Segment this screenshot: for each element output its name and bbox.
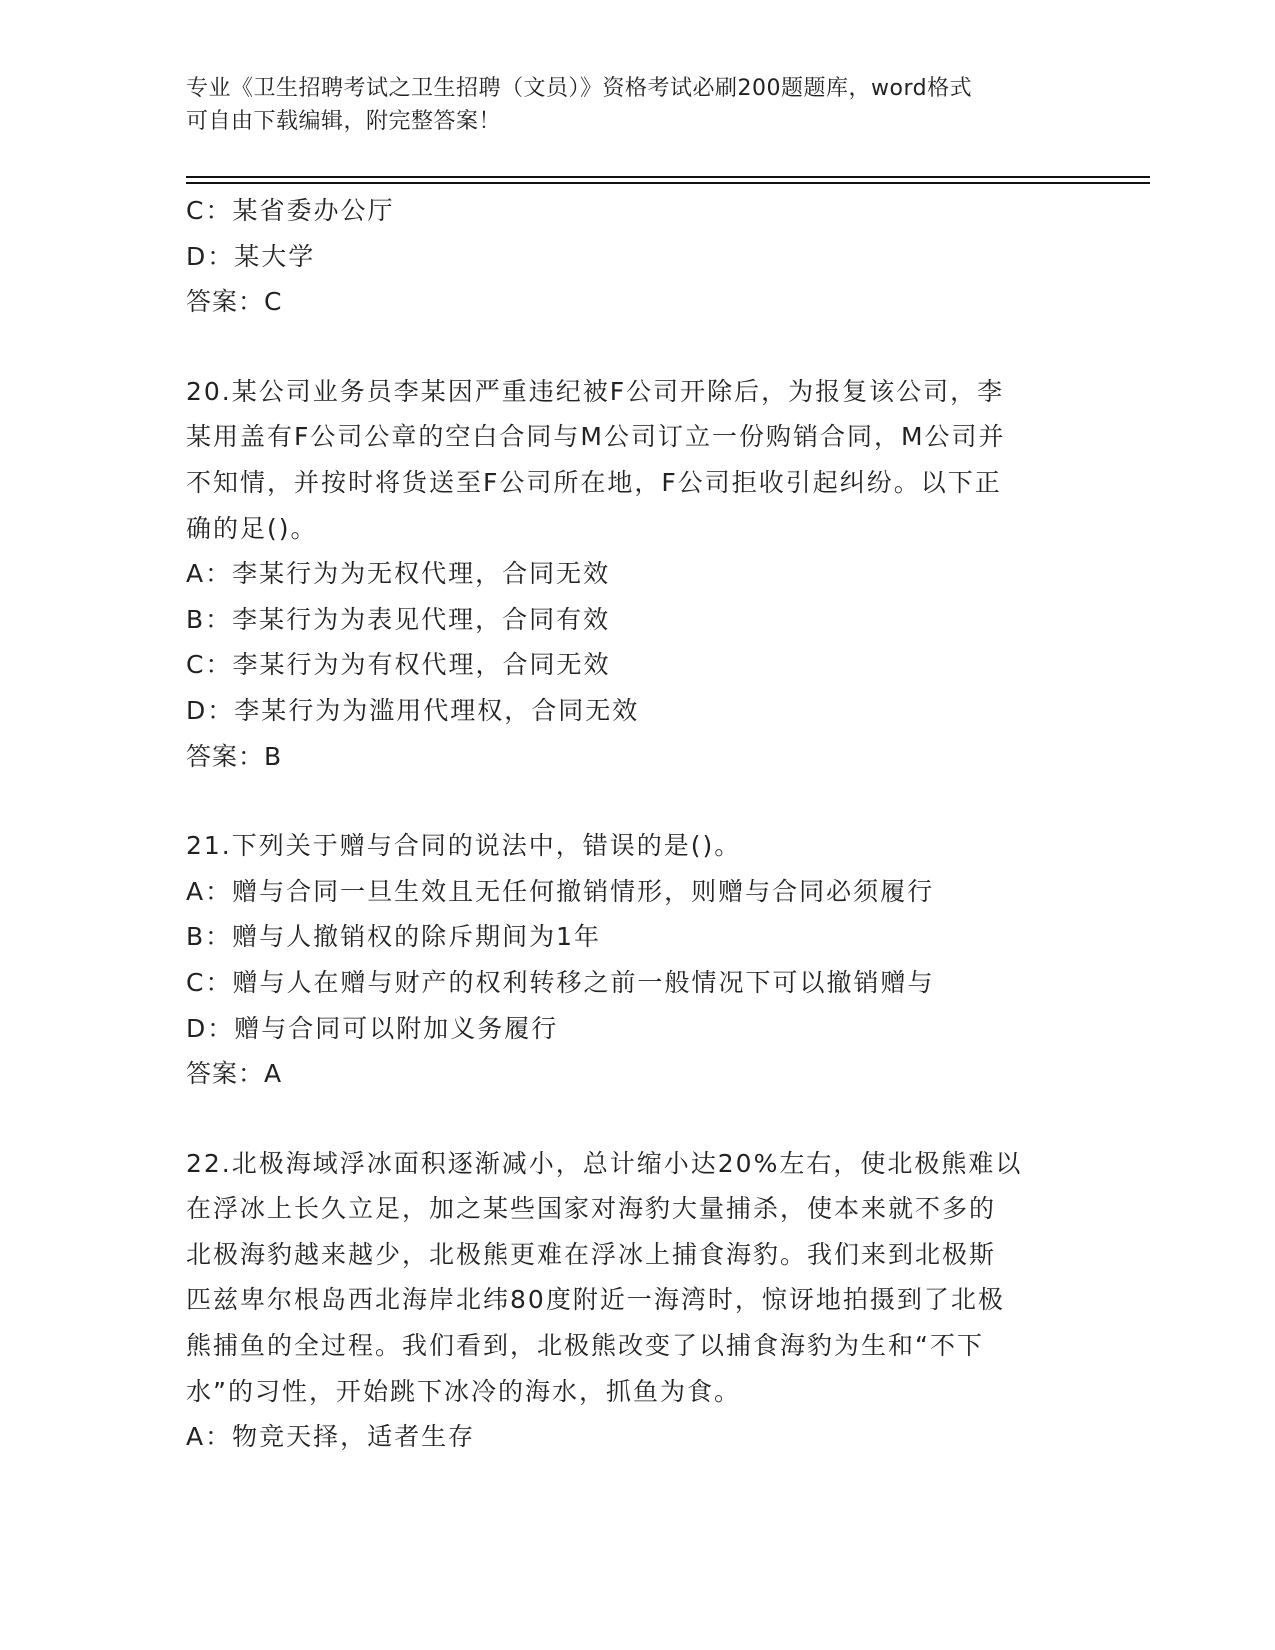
question-21 (186, 823, 1086, 1097)
option-c: C：赠与人在赠与财产的权利转移之前一般情况下可以撤销赠与 (186, 967, 935, 997)
question-stem-line: 某用盖有F公司公章的空白合同与M公司订立一份购销合同，M公司并 (186, 422, 1006, 452)
header-divider-bottom (186, 182, 1150, 184)
answer-label: 答案：B (186, 741, 283, 771)
header-divider-top (186, 176, 1150, 178)
question-stem-line: 20.某公司业务员李某因严重违纪被F公司开除后，为报复该公司，李 (186, 376, 1005, 406)
option-a: A：李某行为为无权代理，合同无效 (186, 559, 611, 589)
question-stem-line: 21.下列关于赠与合同的说法中，错误的是()。 (186, 831, 742, 861)
option-b: B：李某行为为表见代理，合同有效 (186, 604, 611, 634)
header-title-line-2: 可自由下载编辑，附完整答案！ (186, 109, 502, 134)
spacer (186, 1097, 1086, 1141)
question-19-continuation (186, 188, 1086, 325)
question-stem-line: 水”的习性，开始跳下冰冷的海水，抓鱼为食。 (186, 1376, 741, 1406)
answer-label: 答案：A (186, 1059, 283, 1089)
option-a: A：物竞天择，适者生存 (186, 1422, 476, 1452)
question-stem-line: 确的足()。 (186, 513, 318, 543)
document-body (186, 188, 1086, 1460)
document-header (186, 72, 1086, 138)
question-stem-line: 北极海豹越来越少，北极熊更难在浮冰上捕食海豹。我们来到北极斯 (186, 1239, 997, 1269)
option-a: A：赠与合同一旦生效且无任何撤销情形，则赠与合同必须履行 (186, 876, 935, 906)
question-stem-line: 22.北极海域浮冰面积逐渐减小，总计缩小达20%左右，使北极熊难以 (186, 1148, 1023, 1178)
option-d: D：某大学 (186, 241, 316, 271)
question-stem-line: 不知情，并按时将货送至F公司所在地，F公司拒收引起纠纷。以下正 (186, 467, 1002, 497)
question-stem-line: 匹兹卑尔根岛西北海岸北纬80度附近一海湾时，惊讶地拍摄到了北极 (186, 1285, 1005, 1315)
option-d: D：李某行为为滥用代理权，合同无效 (186, 695, 640, 725)
question-stem-line: 在浮冰上长久立足，加之某些国家对海豹大量捕杀，使本来就不多的 (186, 1194, 997, 1224)
spacer (186, 325, 1086, 369)
question-stem-line: 熊捕鱼的全过程。我们看到，北极熊改变了以捕食海豹为生和“不下 (186, 1331, 984, 1361)
answer-label: 答案：C (186, 287, 283, 317)
option-c: C：某省委办公厅 (186, 196, 395, 225)
option-d: D：赠与合同可以附加义务履行 (186, 1013, 559, 1043)
header-title-line-1: 专业《卫生招聘考试之卫生招聘（文员）》资格考试必刷200题题库，word格式 (186, 76, 973, 101)
spacer (186, 779, 1086, 823)
option-c: C：李某行为为有权代理，合同无效 (186, 650, 611, 680)
question-22 (186, 1141, 1086, 1460)
option-b: B：赠与人撤销权的除斥期间为1年 (186, 922, 602, 952)
question-20 (186, 369, 1086, 779)
